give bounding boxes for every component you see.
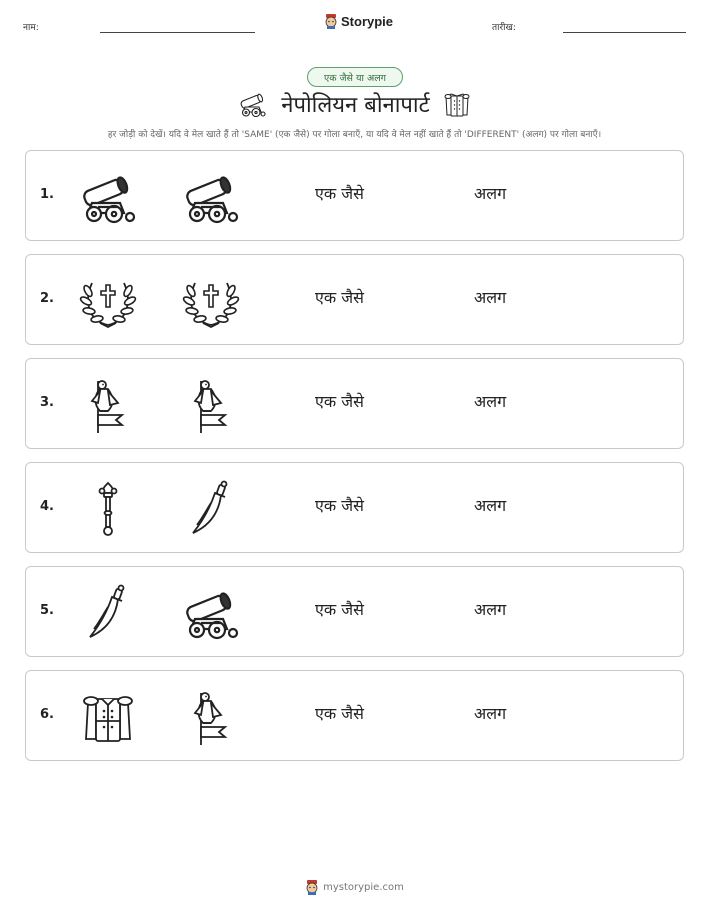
cannon-icon	[78, 167, 138, 227]
different-option[interactable]: अलग	[474, 184, 507, 203]
cannon-icon	[237, 89, 269, 119]
row-number: 5.	[40, 603, 54, 618]
brand-logo	[324, 13, 393, 29]
date-label: तारीख:	[492, 23, 516, 33]
scepter-icon	[78, 479, 138, 539]
storypie-mascot-icon	[305, 879, 319, 895]
eagle-standard-icon	[181, 375, 241, 435]
military-jacket-icon	[78, 687, 138, 747]
same-option[interactable]: एक जैसे	[315, 184, 364, 203]
page-title: नेपोलियन बोनापार्ट	[281, 93, 430, 118]
cannon-icon	[181, 167, 241, 227]
sword-icon	[181, 479, 241, 539]
question-row-3	[25, 358, 684, 449]
eagle-standard-icon	[78, 375, 138, 435]
different-option[interactable]: अलग	[474, 704, 507, 723]
title-row	[0, 89, 709, 119]
row-number: 1.	[40, 187, 54, 202]
same-option[interactable]: एक जैसे	[315, 288, 364, 307]
different-option[interactable]: अलग	[474, 496, 507, 515]
instructions: हर जोड़ी को देखें। यदि वे मेल खाते हैं तो 'SAME' (एक जैसे) पर गोला बनाएँ, या यदि वे मेल नहीं खाते हैं तो 'DIFFERENT' (अलग) पर गोला बनाएँ।	[107, 130, 602, 140]
laurel-wreath-icon	[78, 271, 138, 331]
question-row-2	[25, 254, 684, 345]
question-row-6	[25, 670, 684, 761]
same-option[interactable]: एक जैसे	[315, 496, 364, 515]
name-line[interactable]	[100, 32, 255, 33]
name-label: नाम:	[23, 23, 39, 33]
different-option[interactable]: अलग	[474, 600, 507, 619]
cannon-icon	[181, 583, 241, 643]
date-line[interactable]	[563, 32, 686, 33]
military-jacket-icon	[442, 89, 472, 119]
row-number: 3.	[40, 395, 54, 410]
eagle-standard-icon	[181, 687, 241, 747]
question-row-1	[25, 150, 684, 241]
footer-url: mystorypie.com	[323, 881, 404, 893]
same-option[interactable]: एक जैसे	[315, 704, 364, 723]
worksheet-type-badge: एक जैसे या अलग	[307, 67, 403, 87]
question-row-4	[25, 462, 684, 553]
footer	[0, 879, 709, 895]
same-option[interactable]: एक जैसे	[315, 392, 364, 411]
different-option[interactable]: अलग	[474, 392, 507, 411]
laurel-wreath-icon	[181, 271, 241, 331]
question-row-5	[25, 566, 684, 657]
row-number: 6.	[40, 707, 54, 722]
row-number: 2.	[40, 291, 54, 306]
storypie-mascot-icon	[324, 13, 338, 29]
brand-name: Storypie	[341, 13, 394, 29]
different-option[interactable]: अलग	[474, 288, 507, 307]
row-number: 4.	[40, 499, 54, 514]
sword-icon	[78, 583, 138, 643]
same-option[interactable]: एक जैसे	[315, 600, 364, 619]
